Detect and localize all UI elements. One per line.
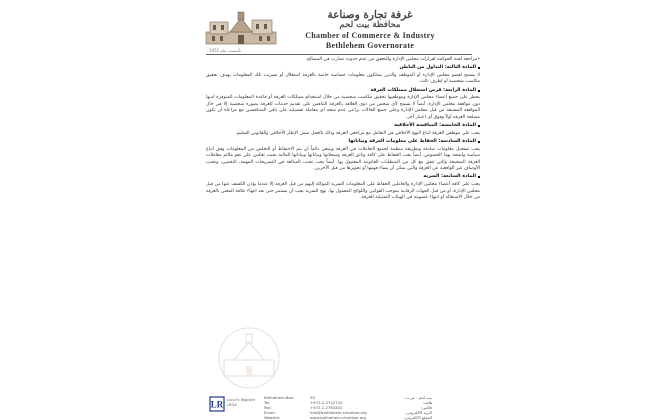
header-arabic-name: غرفة تجارة وصناعة: [327, 9, 413, 21]
footer-label: هاتف:: [422, 400, 432, 405]
footer-label: Fax:: [264, 405, 272, 410]
article-heading: المادة الرابعة: فرص استغلال ممتلكات الغرفة: [206, 88, 480, 95]
footer-website-link[interactable]: www.bethlehem-chamber.org: [310, 415, 366, 420]
article-text: يحظر على جميع أعضاء مجلس الإدارة وموظفيها تحقيق مكاسب شخصية من خلال استخدام ممتلكات الغرفة أو قاعدة المعلومات المتوفرة لديها دون موافقة مجلس الإدارة. أيضاً لا يسمح لأي شخص من ذوي العلاقة بالغرفة التنافس على تقديم خدمات للغرفة بصورة شخصية إلا في حال الموافقة المسبقة من قبل مجلس الإدارة وعلى جميع الحالات يراعى عدم منحه أي معاملة تفضيلية على باقي المتنافسين مع مراعاة أن تكون مصلحة الغرفة أولاً وفوق أي اعتبار آخر.: [206, 95, 480, 120]
footer-value: 59: [310, 395, 315, 400]
footer-labels-english: [264, 395, 294, 420]
article-text: يجب على كافة أعضاء مجلس الإدارة والعاملين الحفاظ على المعلومات السرية الموكلة إليهم من قبل الغرفة إلا عندما يؤذن الكشف عنها من قبل مجلس الإدارة، أو من قبل الجهات الرقابية بموجب القوانين واللوائح المعمول بها. نهج السرية يجب أن يستمر حتى بعد انتهاء علاقة المعني بالغرفة من خلال الاستقالة أو انتهاء عضويته في الهيئات التمثيلية للغرفة.: [206, 182, 480, 201]
watermark-building-logo: [206, 322, 295, 400]
chamber-building-logo: [204, 10, 278, 46]
header-english-governorate: Bethlehem Governorate: [325, 41, 415, 50]
certification-label: Lloyd's Register LRQA: [227, 398, 256, 407]
header-established: تأسست عام 1951: [209, 48, 241, 53]
footer-label: بيت لحم - ص.ب:: [404, 395, 432, 400]
svg-text:LR: LR: [210, 399, 224, 410]
footer-labels-arabic: [388, 395, 432, 420]
document-body: [206, 57, 480, 203]
footer-label: فاكس:: [421, 405, 432, 410]
article-heading: المادة الثالثة: التداول من الباطن: [206, 65, 480, 72]
footer-values: [310, 395, 367, 420]
footer-label: البريد الالكتروني:: [405, 410, 432, 415]
footer-value: +972-2-2764402: [310, 405, 343, 410]
footer-value: +972-2-2742742: [310, 400, 343, 405]
article-text: لا يسمح لعضو مجلس الإدارة أو الموظف والذين يمتلكون معلومات حساسة خاصة بالغرفة استغلال أو تسريب تلك المعلومات بهدف تحقيق مكاسب شخصية أو لطرف ثالث.: [206, 72, 480, 85]
footer-email-link[interactable]: info@bethlehem-chamber.org: [310, 410, 367, 415]
footer-label: Bethlehem-Box:: [264, 395, 295, 400]
footer-label: الموقع الالكتروني:: [403, 415, 432, 420]
header-arabic-governorate: محافظة بيت لحم: [339, 20, 401, 30]
header-english-name: Chamber of Commerce & Industry: [305, 31, 435, 40]
intro-paragraph: •مراجعة لجنة الحوكمة لقرارات مجلس الإدارة والتحقق من عدم حدوث تضارب في المصالح.: [305, 57, 480, 62]
footer-label: Website:: [264, 415, 281, 420]
article-text: يجب على موظفي الغرفة اتباع النهج الأخلاقي في التعامل مع مراجعي الغرفة وذلك بالعمل ضمن الإطار الأخلاقي والقانوني السليم.: [235, 130, 480, 136]
footer-label: Tel:: [264, 400, 271, 405]
article-heading: المادة السابعة: السرية: [206, 174, 480, 181]
article-heading: المادة الخامسة: المنافسة الأخلاقية: [206, 123, 480, 130]
footer-label: Email:: [264, 410, 276, 415]
lloyds-register-logo: [209, 396, 225, 412]
article-text: يجب تسجيل معلومات صادقة وبطريقة منظمة لجميع التعاملات في الغرفة وينبغي دائماً أن يتم الاحتفاظ أو التخلص من المعلومات وفق اتباع سياسة واضحة بهذا الخصوص. أيضاً يجب الحفاظ على كافة وثائق الغرفة وسجلاتها وبياناتها وبياناتها المالية بحيث تعكس على نحو ملائم معاملات الغرفة الصحيحة والتي تتفق مع كل من المتطلبات القانونية المعمول بها. أيضاً يجب تجنب المبالغة في التصريحات المهمة، التخمين، وتجنب الأوصاف غير الواقعية عن الغرفة والتي يمكن أن يساء فهمها أو تحويرها من قبل الآخرين.: [206, 146, 480, 172]
article-heading: المادة السادسة: الحفاظ على معلومات الغرفة وبياناتها: [206, 139, 480, 146]
header-divider: [206, 54, 472, 55]
